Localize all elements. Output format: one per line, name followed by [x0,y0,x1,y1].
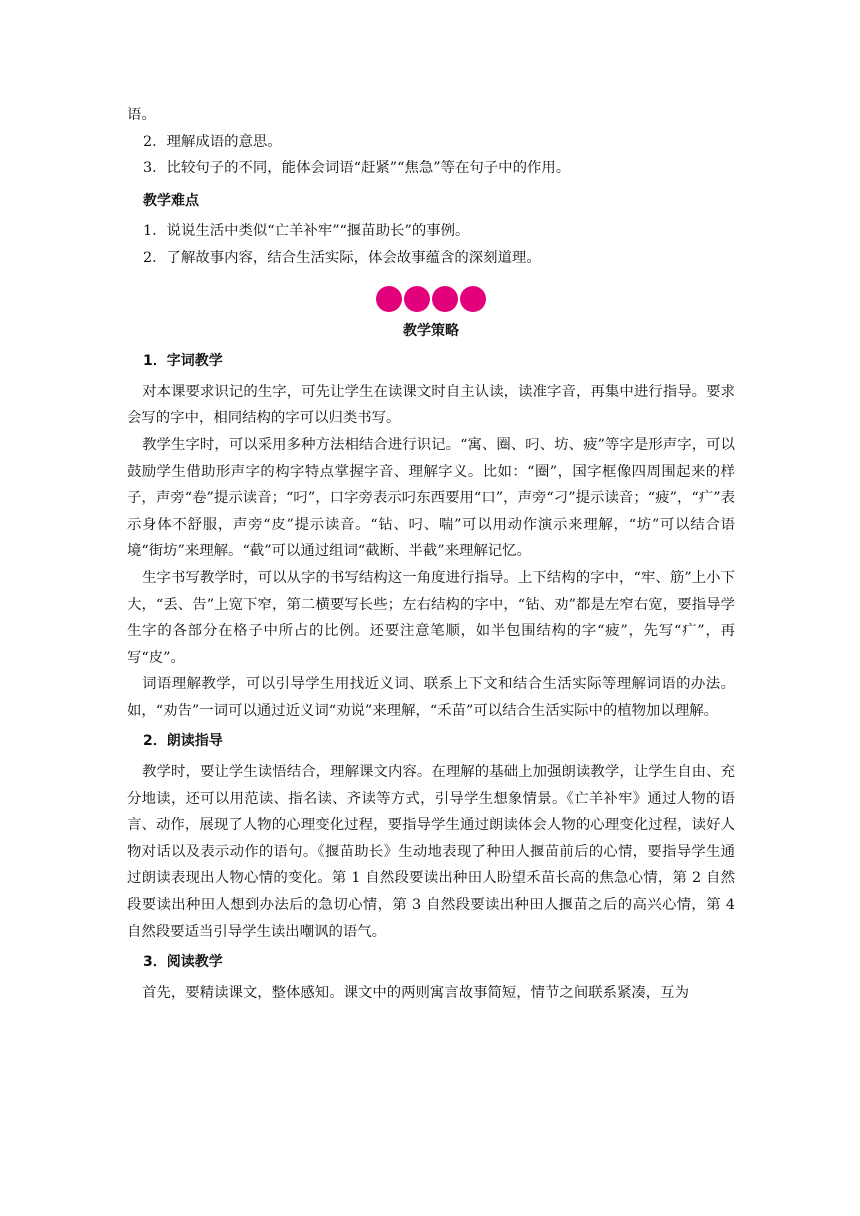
paragraph: 生字书写教学时，可以从字的书写结构这一角度进行指导。上下结构的字中，“牢、筋”上小下大，“丢、告”上宽下窄，第二横要写长些；左右结构的字中，“钻、劝”都是左窄右宽，要指导学生字的各部分在格子中所占的比例。还要注意笔顺，如半包围结构的字“疲”，先写“疒”，再写“皮”。 [127,569,735,666]
list-item [127,218,735,245]
list-item [127,155,735,182]
list-text: 了解故事内容，结合生活实际，体会故事蕴含的深刻道理。 [166,249,541,266]
petal-ornament-icon [460,286,486,312]
paragraph: 教学时，要让学生读悟结合，理解课文内容。在理解的基础上加强朗读教学，让学生自由、充分地读，还可以用范读、指名读、齐读等方式，引导学生想象情景。《亡羊补牢》通过人物的语言、动作，展现了人物的心理变化过程，要指导学生通过朗读体会人物的心理变化过程，读好人物对话以及表示动作的语句。《揠苗助长》生动地表现了种田人揠苗前后的心情，要指导学生通过朗读表现出人物心情的变化。第 1 自然段要读出种田人盼望禾苗长高的焦急心情，第 2 自然段要读出种田人想到办法后的急切心情，第 3 自然段要读出种田人揠苗之后的高兴心情，第 4 自然段要适当引导学生读出嘲讽的语气。 [127,764,735,940]
list-number: 1． [143,223,167,240]
subsection-heading: 3．阅读教学 [143,954,223,971]
paragraph: 教学生字时，可以采用多种方法相结合进行识记。“寓、圈、叼、坊、疲”等字是形声字，可以鼓励学生借助形声字的构字特点掌握字音、理解字义。比如：“圈”，国字框像四周围起来的样子，声旁“卷”提示读音；“叼”，口字旁表示叼东西要用“口”，声旁“刁”提示读音；“疲”，“疒”表示身体不舒服，声旁“皮”提示读音。“钻、叼、喘”可以用动作演示来理解，“坊”可以结合语境“街坊”来理解。“截”可以通过组词“截断、半截”来理解记忆。 [127,436,735,560]
list-number: 3． [143,160,167,177]
difficulty-heading: 教学难点 [143,192,199,209]
decorative-divider [127,278,735,312]
subsection-heading: 1．字词教学 [143,353,223,370]
list-item [127,129,735,156]
paragraph: 首先，要精读课文，整体感知。课文中的两则寓言故事简短，情节之间联系紧凑，互为 [142,984,689,1001]
continuation-text: 语。 [127,107,156,123]
petal-ornament-icon [404,286,430,312]
section-title: 教学策略 [403,322,459,339]
list-text: 比较句子的不同，能体会词语“赶紧”“焦急”等在句子中的作用。 [166,160,571,177]
petal-ornament-icon [376,286,402,312]
list-text: 说说生活中类似“亡羊补牢”“揠苗助长”的事例。 [166,223,470,240]
paragraph: 对本课要求识记的生字，可先让学生在读课文时自主认读，读准字音，再集中进行指导。要求会写的字中，相同结构的字可以归类书写。 [127,383,735,427]
difficulty-list [127,218,735,271]
paragraph: 词语理解教学，可以引导学生用找近义词、联系上下文和结合生活实际等理解词语的办法。如，“劝告”一词可以通过近义词“劝说”来理解，“禾苗”可以结合生活实际中的植物加以理解。 [127,676,735,719]
list-number: 2． [143,249,167,266]
list-number: 2． [143,133,167,150]
list-item [127,245,735,272]
petal-ornament-icon [432,286,458,312]
teaching-goals-list [127,129,735,182]
document-body [127,102,735,1006]
subsection-heading: 2．朗读指导 [143,733,223,750]
list-text: 理解成语的意思。 [166,133,282,150]
